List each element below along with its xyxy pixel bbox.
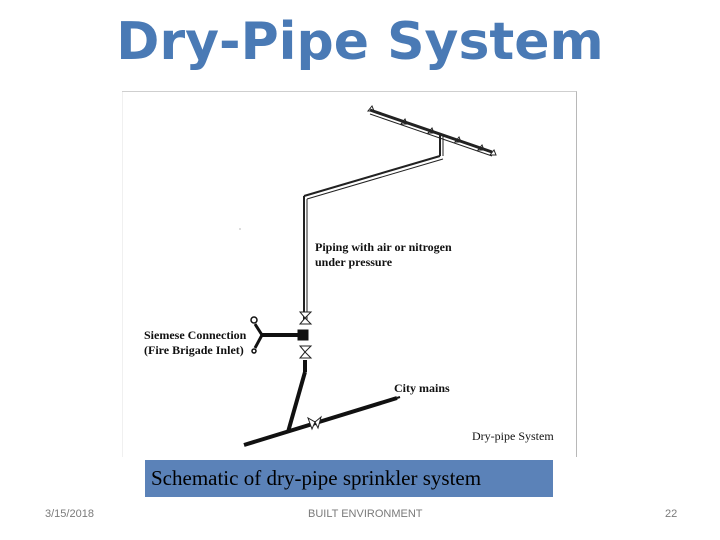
- scan-marks: [122, 92, 241, 457]
- riser-pipe: [304, 135, 443, 324]
- label-piping-line2: under pressure: [315, 255, 393, 269]
- siamese-connection: [251, 317, 308, 353]
- footer-date: 3/15/2018: [45, 508, 94, 520]
- label-piping-line1: Piping with air or nitrogen: [315, 240, 452, 254]
- footer-center: BUILT ENVIRONMENT: [308, 508, 423, 520]
- city-main-valve: [308, 417, 321, 429]
- label-siamese: [144, 328, 246, 358]
- slide-title: Dry-Pipe System: [116, 12, 604, 72]
- schematic-drawing: [122, 92, 576, 457]
- figure-caption: Schematic of dry-pipe sprinkler system: [145, 460, 553, 497]
- city-main-pipe: [244, 397, 400, 445]
- label-siamese-line2: (Fire Brigade Inlet): [144, 343, 244, 357]
- lower-riser: [288, 360, 305, 432]
- label-dry-pipe-system: Dry-pipe System: [472, 429, 554, 443]
- footer-page-number: 22: [665, 508, 678, 520]
- label-city-mains: City mains: [394, 381, 450, 395]
- dry-pipe-schematic: [122, 91, 577, 457]
- label-siamese-line1: Siemese Connection: [144, 328, 247, 342]
- label-piping: [315, 240, 452, 270]
